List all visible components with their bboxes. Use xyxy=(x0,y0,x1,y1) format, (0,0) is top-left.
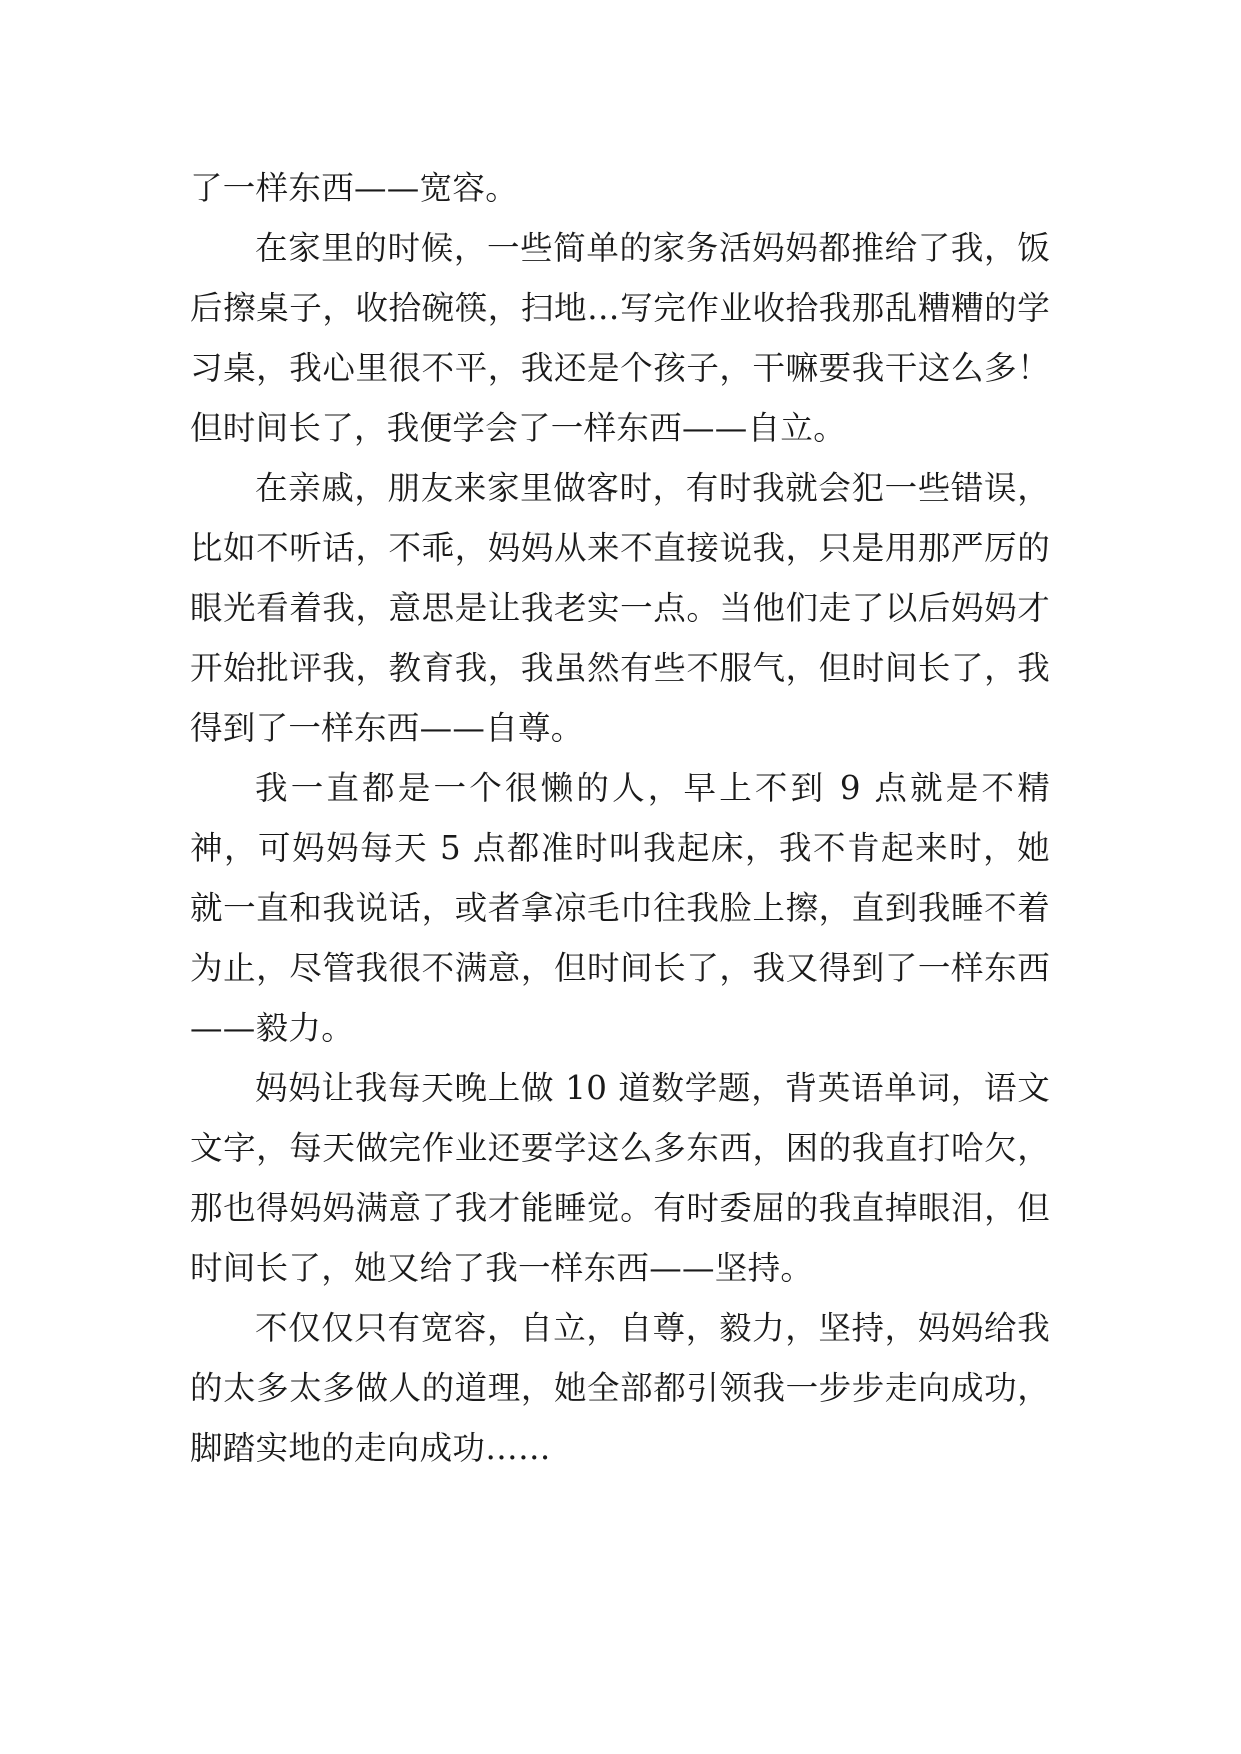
paragraph-homework: 妈妈让我每天晚上做 10 道数学题，背英语单词，语文文字，每天做完作业还要学这么多东西，困的我直打哈欠，那也得妈妈满意了我才能睡觉。有时委屈的我直掉眼泪，但时间长了，她又给了我一样东西——坚持。 xyxy=(190,1069,1050,1287)
essay-body xyxy=(190,158,1050,1478)
paragraph-waking-up: 我一直都是一个很懒的人，早上不到 9 点就是不精神，可妈妈每天 5 点都准时叫我起床，我不肯起来时，她就一直和我说话，或者拿凉毛巾往我脸上擦，直到我睡不着为止，尽管我很不满意，但时间长了，我又得到了一样东西——毅力。 xyxy=(190,769,1050,1047)
paragraph-continuation: 了一样东西——宽容。 xyxy=(190,169,519,207)
paragraph-guests: 在亲戚，朋友来家里做客时，有时我就会犯一些错误，比如不听话，不乖，妈妈从来不直接说我，只是用那严厉的眼光看着我，意思是让我老实一点。当他们走了以后妈妈才开始批评我，教育我，我虽然有些不服气，但时间长了，我得到了一样东西——自尊。 xyxy=(190,469,1050,747)
paragraph-housework: 在家里的时候，一些简单的家务活妈妈都推给了我，饭后擦桌子，收拾碗筷，扫地…写完作业收拾我那乱糟糟的学习桌，我心里很不平，我还是个孩子，干嘛要我干这么多！但时间长了，我便学会了一样东西——自立。 xyxy=(190,229,1050,447)
paragraph-conclusion: 不仅仅只有宽容，自立，自尊，毅力，坚持，妈妈给我的太多太多做人的道理，她全部都引领我一步步走向成功，脚踏实地的走向成功…… xyxy=(190,1309,1050,1467)
